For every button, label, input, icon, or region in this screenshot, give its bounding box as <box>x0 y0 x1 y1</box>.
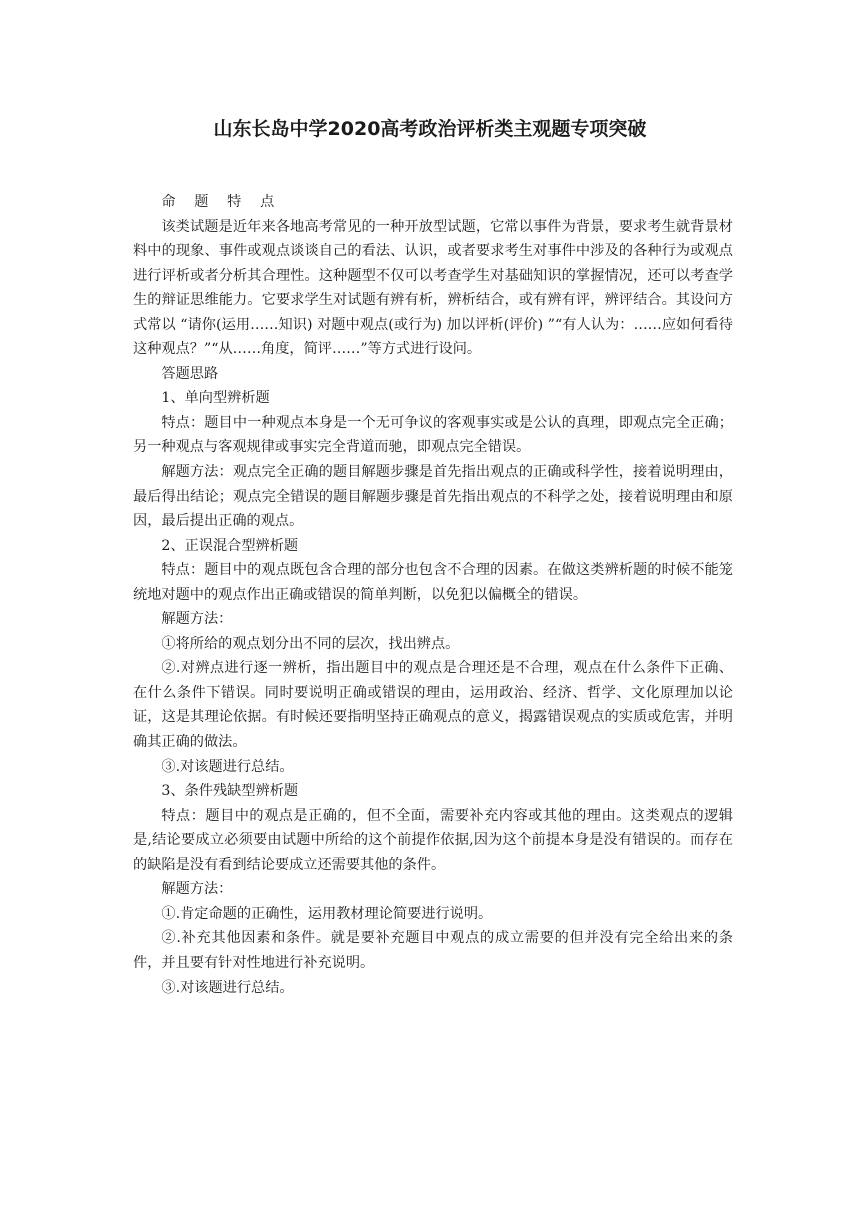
subheading-type-2: 2、正误混合型辨析题 <box>161 537 299 554</box>
document-body <box>133 190 733 1000</box>
paragraph-type-3-step-2: ②.补充其他因素和条件。就是要补充题目中观点的成立需要的但并没有完全给出来的条件，并且要有针对性地进行补充说明。 <box>133 930 733 971</box>
paragraph-type-1-method: 解题方法：观点完全正确的题目解题步骤是首先指出观点的正确或科学性，接着说明理由，最后得出结论；观点完全错误的题目解题步骤是首先指出观点的不科学之处，接着说明理由和原因，最后提出正确的观点。 <box>133 464 733 530</box>
section-heading-features: 命 题 特 点 <box>161 194 282 210</box>
subheading-type-1: 1、单向型辨析题 <box>161 390 270 407</box>
paragraph-type-3-step-1: ①.肯定命题的正确性，运用教材理论简要进行说明。 <box>161 905 493 922</box>
paragraph-type-2-step-2: ②.对辨点进行逐一辨析，指出题目中的观点是合理还是不合理，观点在什么条件下正确、在什么条件下错误。同时要说明正确或错误的理由，运用政治、经济、哲学、文化原理加以论证，这是其理论依据。有时候还要指明坚持正确观点的意义，揭露错误观点的实质或危害，并明确其正确的做法。 <box>133 660 733 751</box>
paragraph-type-2-features: 特点：题目中的观点既包含合理的部分也包含不合理的因素。在做这类辨析题的时候不能笼统地对题中的观点作出正确或错误的简单判断，以免犯以偏概全的错误。 <box>133 562 733 603</box>
paragraph-intro: 该类试题是近年来各地高考常见的一种开放型试题，它常以事件为背景，要求考生就背景材料中的现象、事件或观点谈谈自己的看法、认识，或者要求考生对事件中涉及的各种行为或观点进行评析或者分析其合理性。这种题型不仅可以考查学生对基础知识的掌握情况，还可以考查学生的辩证思维能力。它要求学生对试题有辨有析，辨析结合，或有辨有评，辨评结合。其设问方式常以 “请你(运用……知识) 对题中观点(或行为) 加以评析(评价) ”“有人认为：……应如何看待这种观点？”“从……角度，简评……”等方式进行设问。 <box>133 218 733 358</box>
section-heading-approach: 答题思路 <box>161 365 219 382</box>
paragraph-type-3-method-label: 解题方法： <box>161 881 233 898</box>
paragraph-type-2-step-1: ①将所给的观点划分出不同的层次，找出辨点。 <box>161 635 460 652</box>
subheading-type-3: 3、条件残缺型辨析题 <box>161 783 299 800</box>
paragraph-type-3-features: 特点：题目中的观点是正确的，但不全面，需要补充内容或其他的理由。这类观点的逻辑是,结论要成立必须要由试题中所给的这个前提作依据,因为这个前提本身是没有错误的。而存在的缺陷是没有看到结论要成立还需要其他的条件。 <box>133 807 733 873</box>
paragraph-type-1-features: 特点：题目中一种观点本身是一个无可争议的客观事实或是公认的真理，即观点完全正确；另一种观点与客观规律或事实完全背道而驰，即观点完全错误。 <box>133 414 733 456</box>
paragraph-type-3-step-3: ③.对该题进行总结。 <box>161 979 294 996</box>
document-title: 山东长岛中学2020高考政治评析类主观题专项突破 <box>213 118 647 140</box>
paragraph-type-2-step-3: ③.对该题进行总结。 <box>161 758 294 775</box>
paragraph-type-2-method-label: 解题方法： <box>161 611 233 628</box>
